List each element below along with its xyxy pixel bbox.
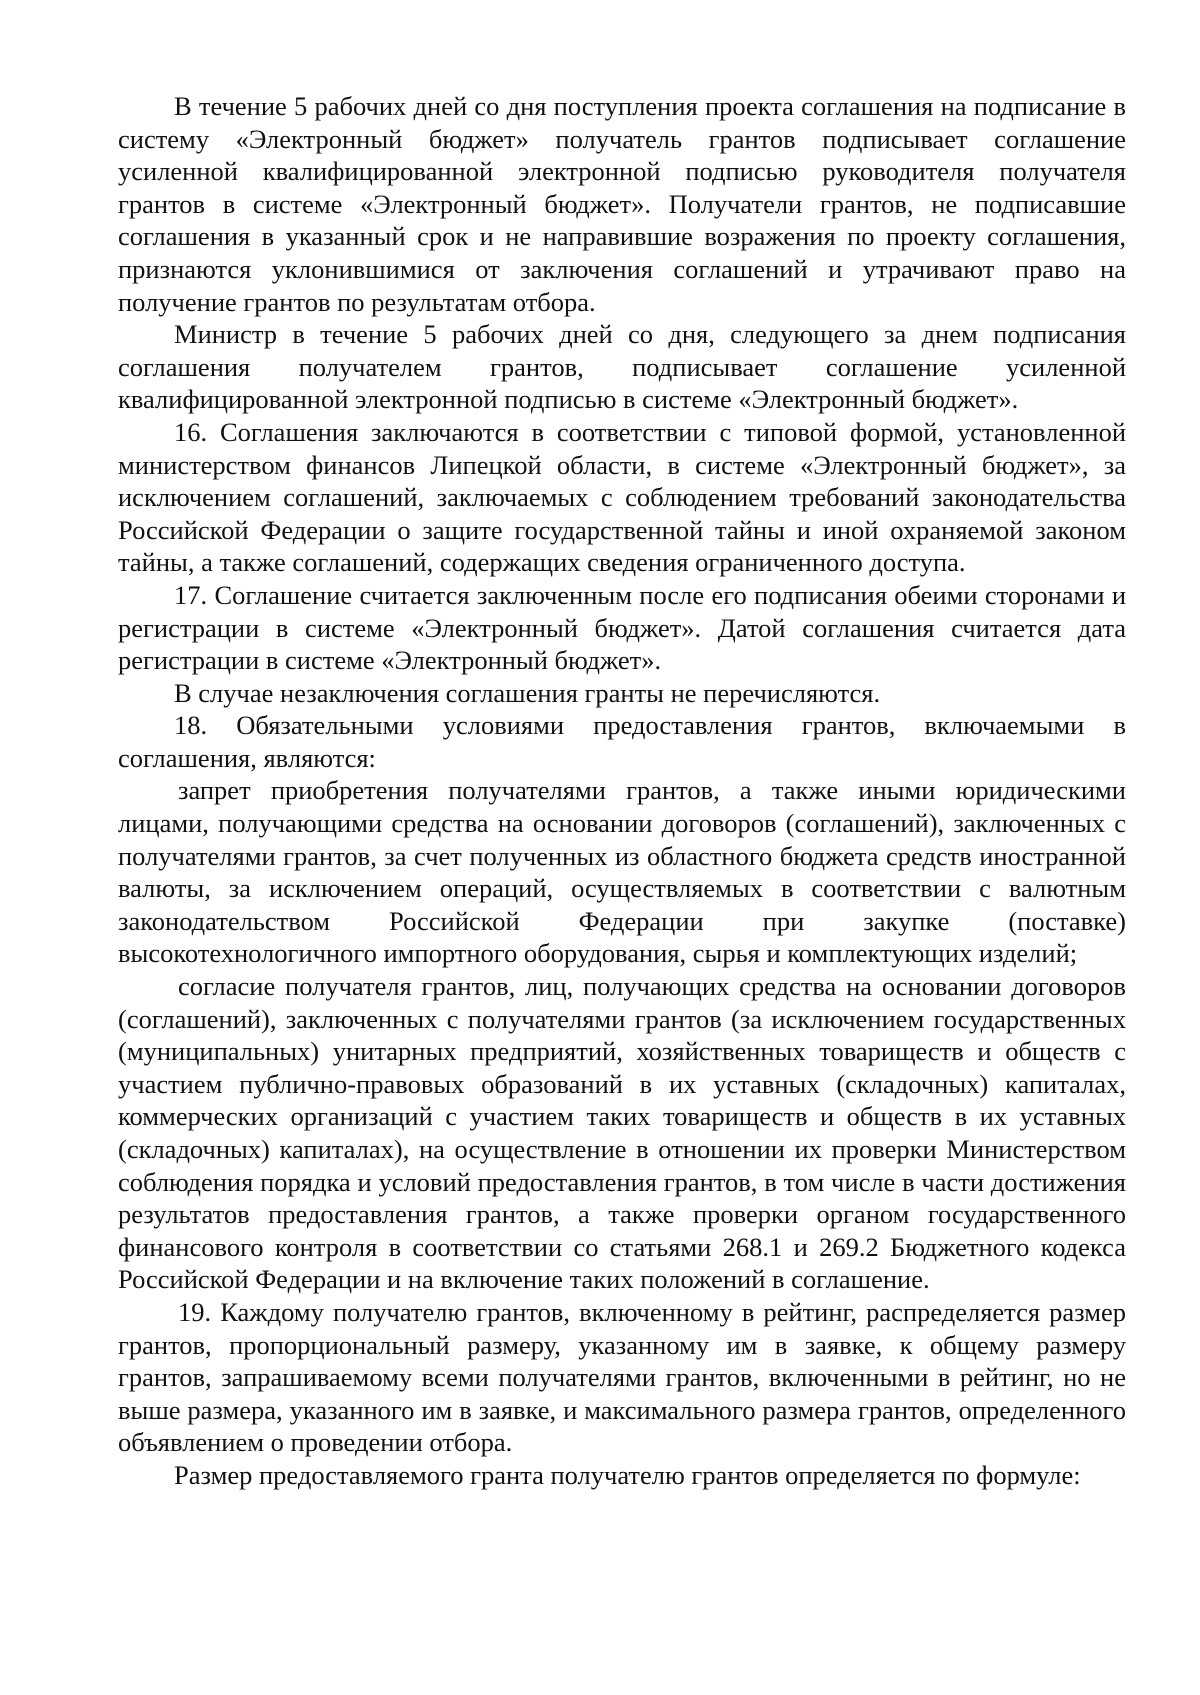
paragraph-signing-by-recipient: В течение 5 рабочих дней со дня поступления проекта соглашения на подписание в систему «Электронный бюджет» получатель грантов подписывает соглашение усиленной квалифицированной электронной подписью руководителя получателя грантов в системе «Электронный бюджет». Получатели грантов, не подписавшие соглашения в указанный срок и не направившие возражения по проекту соглашения, признаются уклонившимися от заключения соглашений и утрачивают право на получение грантов по результатам отбора. [118, 91, 1126, 317]
document-body [118, 90, 1126, 1492]
paragraph-no-transfer: В случае незаключения соглашения гранты не перечисляются. [174, 677, 881, 708]
paragraph-currency-prohibition: запрет приобретения получателями грантов, а также иными юридическими лицами, получающими средства на основании договоров (соглашений), заключенных с получателями грантов, за счет полученных из областного бюджета средств иностранной валюты, за исключением операций, осуществляемых в соответствии с валютным законодательством Российской Федерации при закупке (поставке) высокотехнологичного импортного оборудования, сырья и комплектующих изделий; [118, 775, 1126, 969]
paragraph-17-agreement-concluded: 17. Соглашение считается заключенным после его подписания обеими сторонами и регистрации в системе «Электронный бюджет». Датой соглашения считается дата регистрации в системе «Электронный бюджет». [118, 579, 1126, 676]
paragraph-formula-intro: Размер предоставляемого гранта получателю грантов определяется по формуле: [174, 1459, 1081, 1490]
paragraph-19-grant-distribution: 19. Каждому получателю грантов, включенному в рейтинг, распределяется размер грантов, пропорциональный размеру, указанному им в заявке, к общему размеру грантов, запрашиваемому всеми получателями грантов, включенными в рейтинг, но не выше размера, указанного им в заявке, и максимального размера грантов, определенного объявлением о проведении отбора. [118, 1296, 1126, 1458]
paragraph-18-mandatory-conditions: 18. Обязательными условиями предоставления грантов, включаемыми в соглашения, являются: [118, 710, 1126, 773]
paragraph-consent-to-inspection: согласие получателя грантов, лиц, получающих средства на основании договоров (соглашений), заключенных с получателями грантов (за исключением государственных (муниципальных) унитарных предприятий, хозяйственных товариществ и обществ с участием публично-правовых образований в их уставных (складочных) капиталах, коммерческих организаций с участием таких товариществ и обществ в их уставных (складочных) капиталах), на осуществление в отношении их проверки Министерством соблюдения порядка и условий предоставления грантов, в том числе в части достижения результатов предоставления грантов, а также проверки органом государственного финансового контроля в соответствии со статьями 268.1 и 269.2 Бюджетного кодекса Российской Федерации и на включение таких положений в соглашение. [118, 971, 1126, 1295]
paragraph-signing-by-minister: Министр в течение 5 рабочих дней со дня, следующего за днем подписания соглашения получателем грантов, подписывает соглашение усиленной квалифицированной электронной подписью в системе «Электронный бюджет». [118, 319, 1126, 415]
paragraph-16-agreement-form: 16. Соглашения заключаются в соответствии с типовой формой, установленной министерством финансов Липецкой области, в системе «Электронный бюджет», за исключением соглашений, заключаемых с соблюдением требований законодательства Российской Федерации о защите государственной тайны и иной охраняемой законом тайны, а также соглашений, содержащих сведения ограниченного доступа. [118, 416, 1126, 578]
